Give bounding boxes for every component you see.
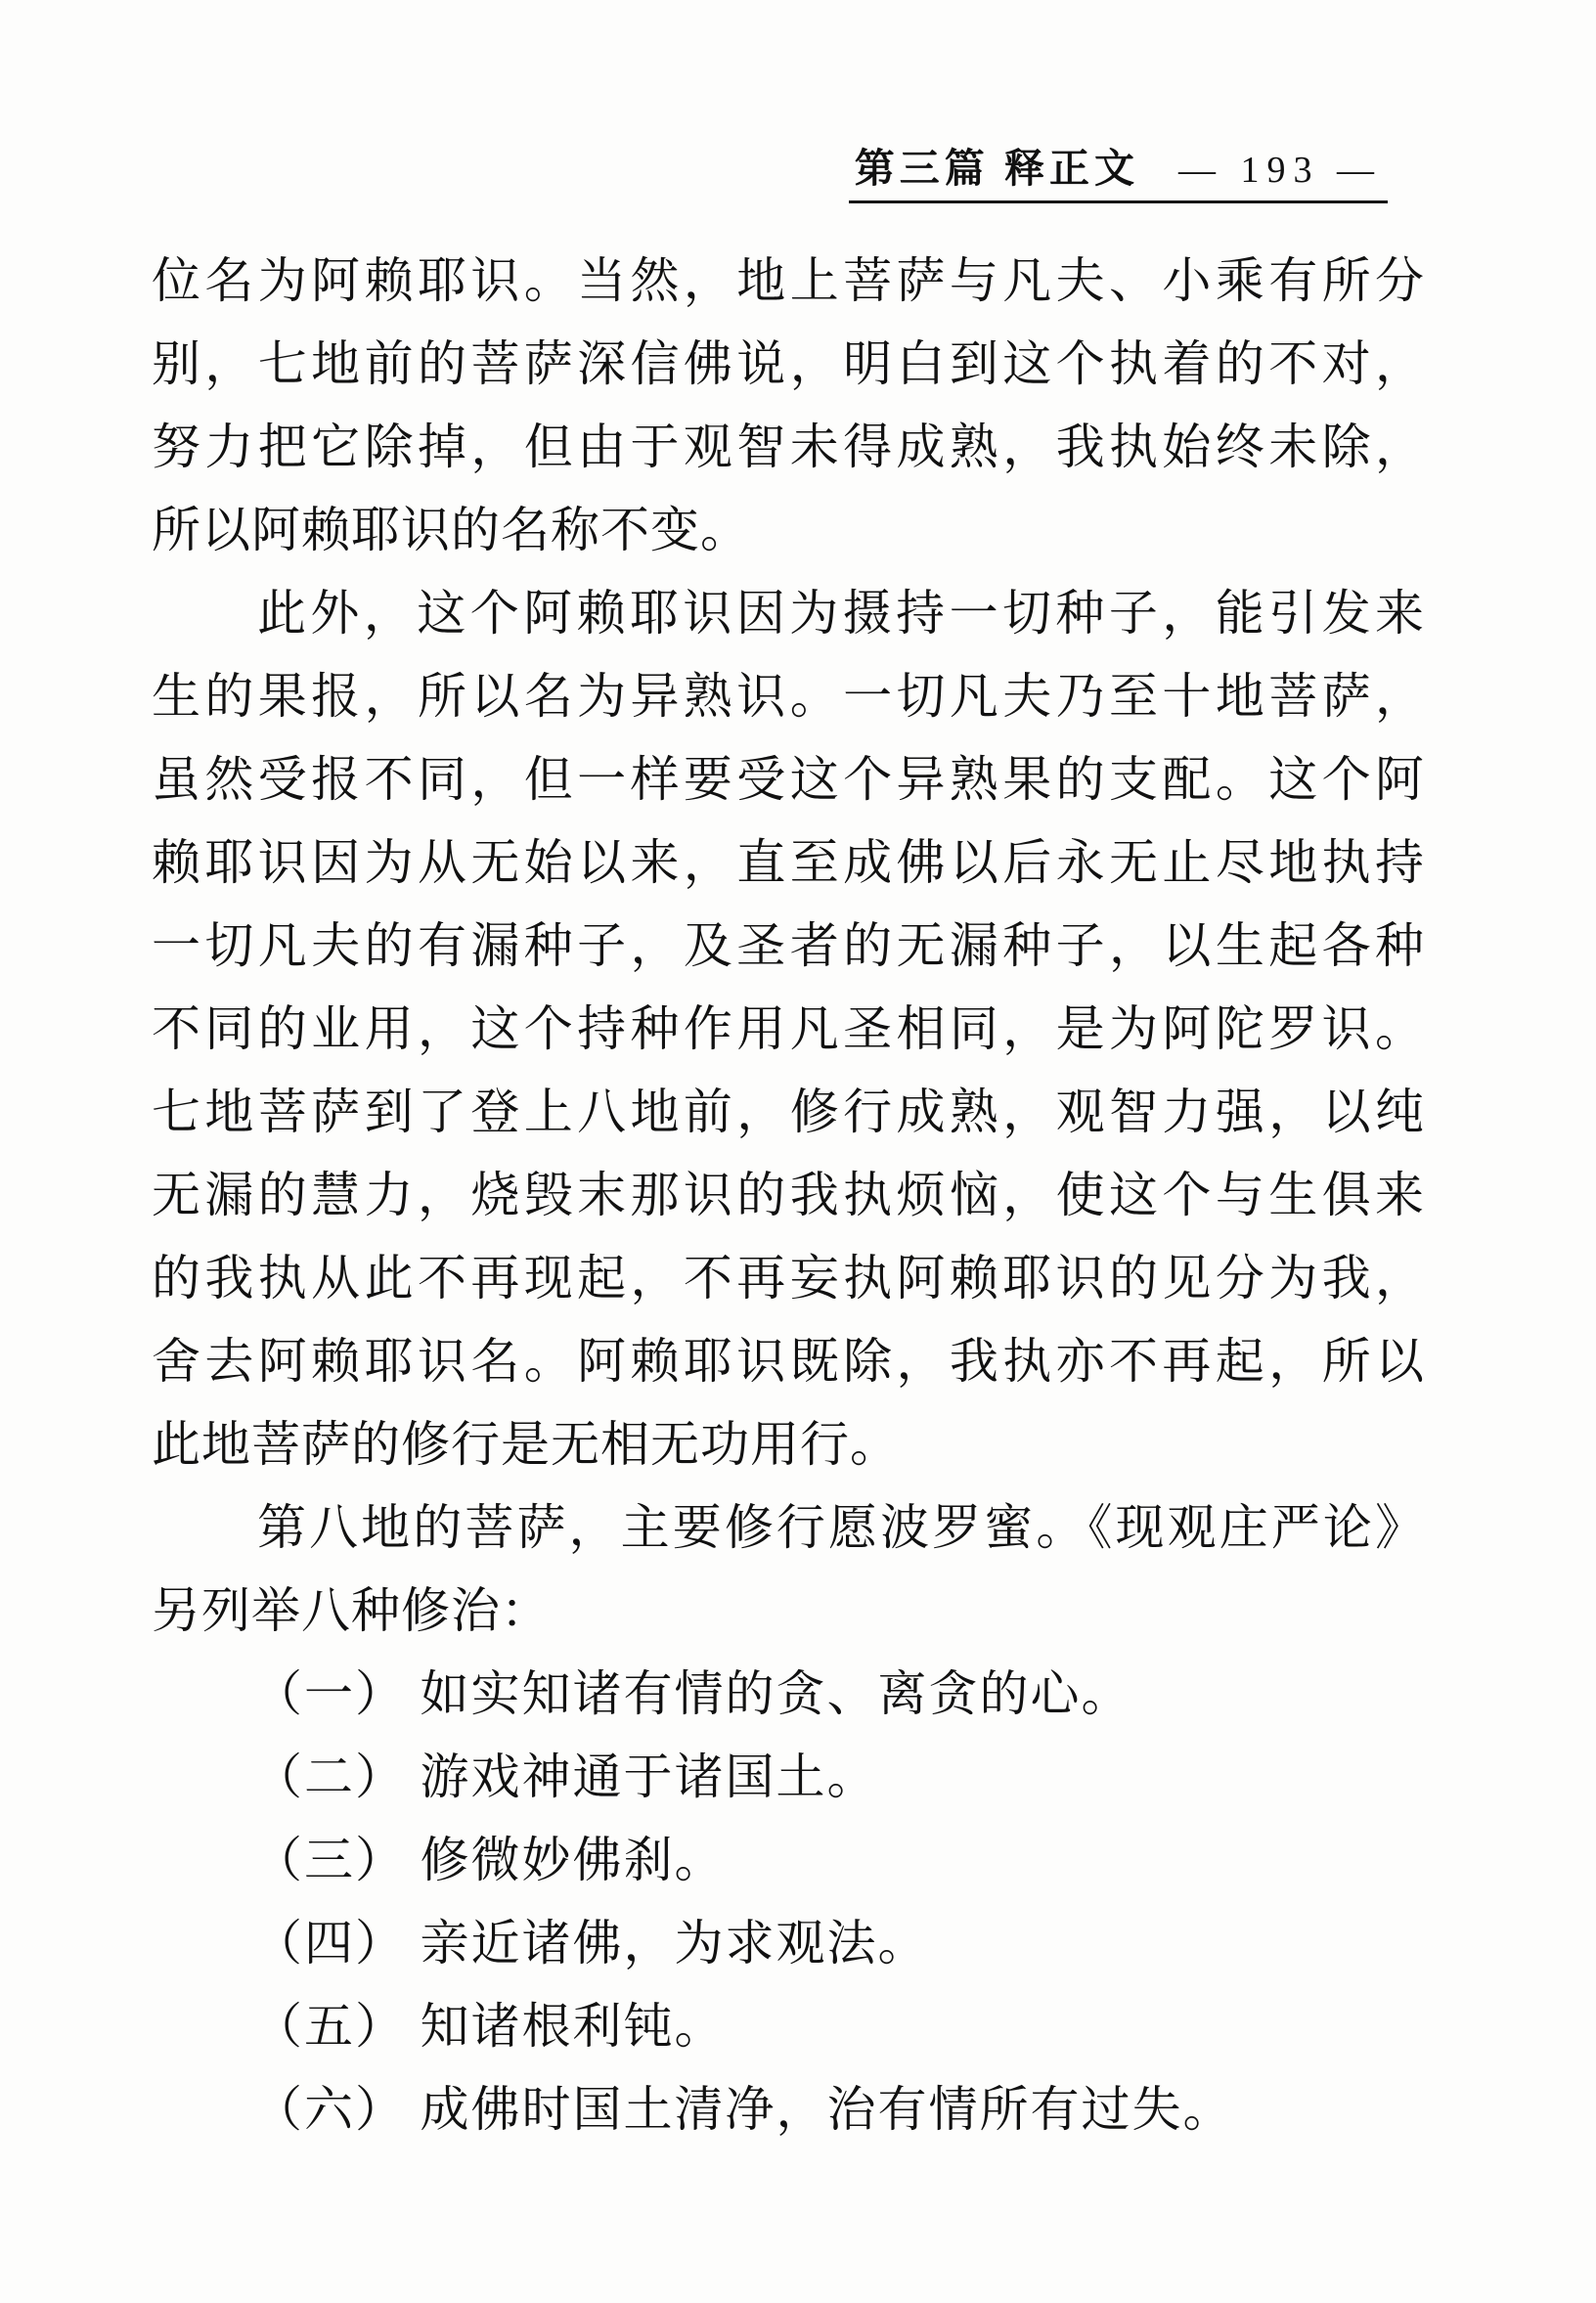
text-line: 所以阿赖耶识的名称不变。 <box>152 503 750 557</box>
text-line: 赖耶识因为从无始以来，直至成佛以后永无止尽地执持 <box>152 835 1425 890</box>
list-item: （六） 成佛时国土清净，治有情所有过失。 <box>253 2082 1234 2137</box>
text-line: 位名为阿赖耶识。当然，地上菩萨与凡夫、小乘有所分 <box>152 253 1425 308</box>
text-line: 无漏的慧力，烧毁末那识的我执烦恼，使这个与生俱来 <box>152 1168 1425 1222</box>
text-line: 虽然受报不同，但一样要受这个异熟果的支配。这个阿 <box>152 752 1425 807</box>
text-line: 的我执从此不再现起，不再妄执阿赖耶识的见分为我， <box>152 1251 1425 1306</box>
text-line: 另列举八种修治： <box>152 1583 551 1638</box>
text-line: 第八地的菩萨，主要修行愿波罗蜜。《现观庄严论》 <box>257 1500 1425 1555</box>
list-item: （四） 亲近诸佛，为求观法。 <box>253 1916 929 1971</box>
text-line: 舍去阿赖耶识名。阿赖耶识既除，我执亦不再起，所以 <box>152 1334 1425 1389</box>
section-title: 第三篇 释正文 <box>854 146 1139 191</box>
text-line: 努力把它除掉，但由于观智未得成熟，我执始终未除， <box>152 420 1425 474</box>
list-item: （二） 游戏神通于诸国土。 <box>253 1749 878 1804</box>
list-item: （一） 如实知诸有情的贪、离贪的心。 <box>253 1666 1132 1721</box>
text-line: 此外，这个阿赖耶识因为摄持一切种子，能引发来 <box>257 586 1425 641</box>
page-number: — 193 — <box>1178 150 1382 191</box>
text-line: 七地菩萨到了登上八地前，修行成熟，观智力强，以纯 <box>152 1085 1425 1139</box>
text-line: 一切凡夫的有漏种子，及圣者的无漏种子，以生起各种 <box>152 918 1425 973</box>
text-line: 不同的业用，这个持种作用凡圣相同，是为阿陀罗识。 <box>152 1001 1425 1056</box>
list-item: （三） 修微妙佛刹。 <box>253 1833 726 1887</box>
list-item: （五） 知诸根利钝。 <box>253 1999 726 2054</box>
text-line: 此地菩萨的修行是无相无功用行。 <box>152 1417 900 1472</box>
page-header <box>849 147 1388 203</box>
text-line: 别，七地前的菩萨深信佛说，明白到这个执着的不对， <box>152 336 1425 391</box>
text-line: 生的果报，所以名为异熟识。一切凡夫乃至十地菩萨， <box>152 669 1425 724</box>
page-body <box>152 240 1425 2151</box>
